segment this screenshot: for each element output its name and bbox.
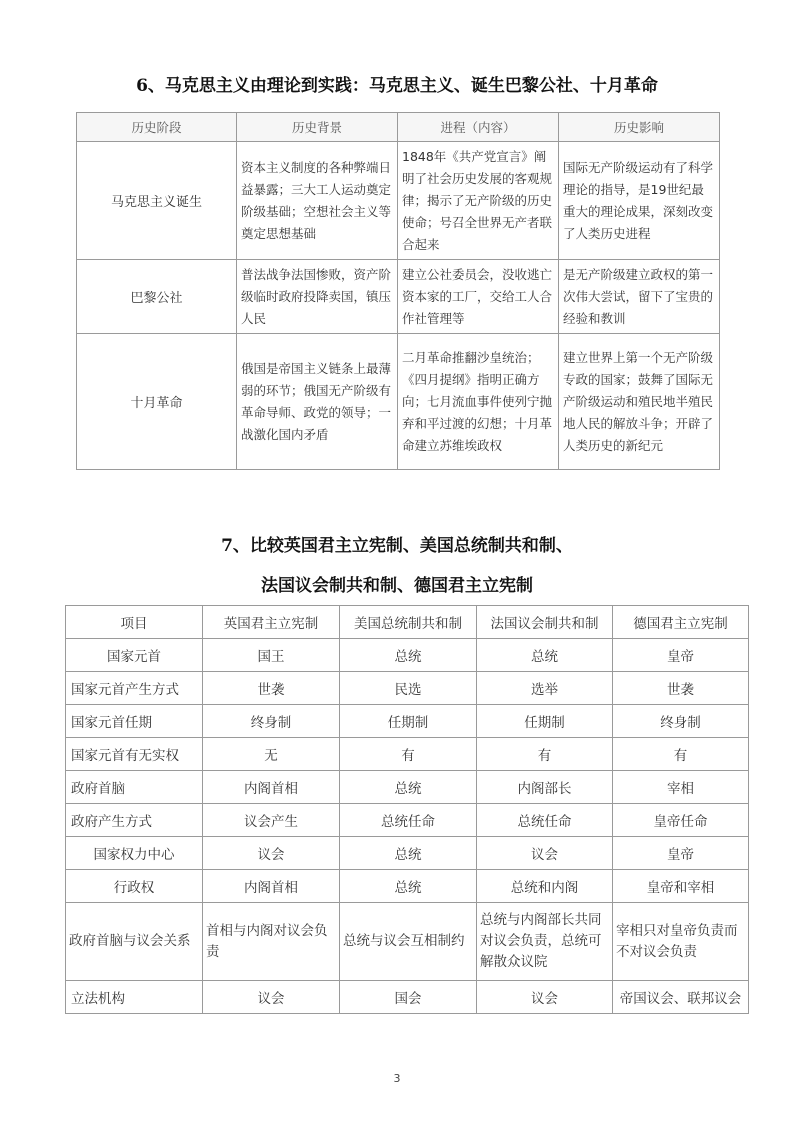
header-cell: 历史背景 [237,113,398,142]
table-header-row [66,606,749,639]
table-cell: 国王 [203,639,340,672]
table-cell: 皇帝 [613,837,749,870]
table-cell: 有 [613,738,749,771]
row-label: 政府首脑 [66,771,203,804]
table-cell: 世袭 [613,672,749,705]
table-row [66,771,749,804]
table-cell: 世袭 [203,672,340,705]
header-cell: 英国君主立宪制 [203,606,340,639]
row-label: 政府产生方式 [66,804,203,837]
table-cell: 宰相只对皇帝负责而不对议会负责 [613,903,749,981]
section-7-title-line2: 法国议会制共和制、德国君主立宪制 [261,576,533,596]
table-cell: 首相与内阁对议会负责 [203,903,340,981]
table-cell: 建立公社委员会，没收逃亡资本家的工厂，交给工人合作社管理等 [398,260,559,334]
table-header-row [77,113,720,142]
stage-cell: 十月革命 [77,334,237,470]
row-label: 国家权力中心 [66,837,203,870]
header-cell: 德国君主立宪制 [613,606,749,639]
table-row [66,903,749,981]
table-cell: 内阁首相 [203,870,340,903]
table-cell: 皇帝任命 [613,804,749,837]
header-cell: 进程（内容） [398,113,559,142]
row-label: 政府首脑与议会关系 [66,903,203,981]
table-cell: 内阁首相 [203,771,340,804]
header-cell: 历史影响 [559,113,720,142]
table-cell: 任期制 [340,705,477,738]
table-row [77,334,720,470]
page-number: 3 [393,1072,401,1085]
table-cell: 总统 [340,870,477,903]
table-cell: 二月革命推翻沙皇统治；《四月提纲》指明正确方向；七月流血事件使列宁抛弃和平过渡的幻想；十月革命建立苏维埃政权 [398,334,559,470]
political-system-table [65,605,749,1014]
table-cell: 议会 [203,837,340,870]
table-cell: 总统与议会互相制约 [340,903,477,981]
table-row [77,142,720,260]
table-cell: 总统 [477,639,613,672]
table-row [77,260,720,334]
table-cell: 总统 [340,771,477,804]
stage-cell: 马克思主义诞生 [77,142,237,260]
table-cell: 议会 [203,981,340,1014]
table-row [66,672,749,705]
table-cell: 终身制 [613,705,749,738]
table-row [66,804,749,837]
header-cell: 历史阶段 [77,113,237,142]
table-cell: 建立世界上第一个无产阶级专政的国家；鼓舞了国际无产阶级运动和殖民地半殖民地人民的解放斗争；开辟了人类历史的新纪元 [559,334,720,470]
table-cell: 1848年《共产党宣言》阐明了社会历史发展的客观规律；揭示了无产阶级的历史使命；号召全世界无产者联合起来 [398,142,559,260]
table-cell: 议会 [477,837,613,870]
table-cell: 总统 [340,639,477,672]
table-cell: 总统任命 [477,804,613,837]
table-cell: 有 [477,738,613,771]
table-cell: 有 [340,738,477,771]
row-label: 立法机构 [66,981,203,1014]
stage-cell: 巴黎公社 [77,260,237,334]
table-cell: 国际无产阶级运动有了科学理论的指导，是19世纪最重大的理论成果，深刻改变了人类历史进程 [559,142,720,260]
table-cell: 俄国是帝国主义链条上最薄弱的环节；俄国无产阶级有革命导师、政党的领导；一战激化国内矛盾 [237,334,398,470]
table-cell: 选举 [477,672,613,705]
section-6-title: 6、马克思主义由理论到实践：马克思主义、诞生巴黎公社、十月革命 [136,76,658,96]
row-label: 行政权 [66,870,203,903]
table-row [66,870,749,903]
row-label: 国家元首 [66,639,203,672]
header-cell: 项目 [66,606,203,639]
table-cell: 民选 [340,672,477,705]
table-cell: 终身制 [203,705,340,738]
section-7-title-line1: 7、比较英国君主立宪制、美国总统制共和制、 [221,536,573,556]
table-cell: 总统与内阁部长共同对议会负责，总统可解散众议院 [477,903,613,981]
table-cell: 国会 [340,981,477,1014]
table-cell: 内阁部长 [477,771,613,804]
marxism-table [76,112,720,470]
header-cell: 法国议会制共和制 [477,606,613,639]
row-label: 国家元首任期 [66,705,203,738]
table-cell: 皇帝 [613,639,749,672]
table-cell: 普法战争法国惨败，资产阶级临时政府投降卖国，镇压人民 [237,260,398,334]
table-cell: 无 [203,738,340,771]
table-cell: 总统和内阁 [477,870,613,903]
table-cell: 议会 [477,981,613,1014]
table-row [66,981,749,1014]
header-cell: 美国总统制共和制 [340,606,477,639]
table-cell: 是无产阶级建立政权的第一次伟大尝试，留下了宝贵的经验和教训 [559,260,720,334]
table-cell: 总统任命 [340,804,477,837]
table-cell: 宰相 [613,771,749,804]
table-cell: 帝国议会、联邦议会 [613,981,749,1014]
table-row [66,837,749,870]
row-label: 国家元首有无实权 [66,738,203,771]
row-label: 国家元首产生方式 [66,672,203,705]
table-cell: 议会产生 [203,804,340,837]
table-cell: 资本主义制度的各种弊端日益暴露；三大工人运动奠定阶级基础；空想社会主义等奠定思想基础 [237,142,398,260]
table-row [66,738,749,771]
table-row [66,705,749,738]
table-cell: 皇帝和宰相 [613,870,749,903]
table-cell: 总统 [340,837,477,870]
table-cell: 任期制 [477,705,613,738]
table-row [66,639,749,672]
